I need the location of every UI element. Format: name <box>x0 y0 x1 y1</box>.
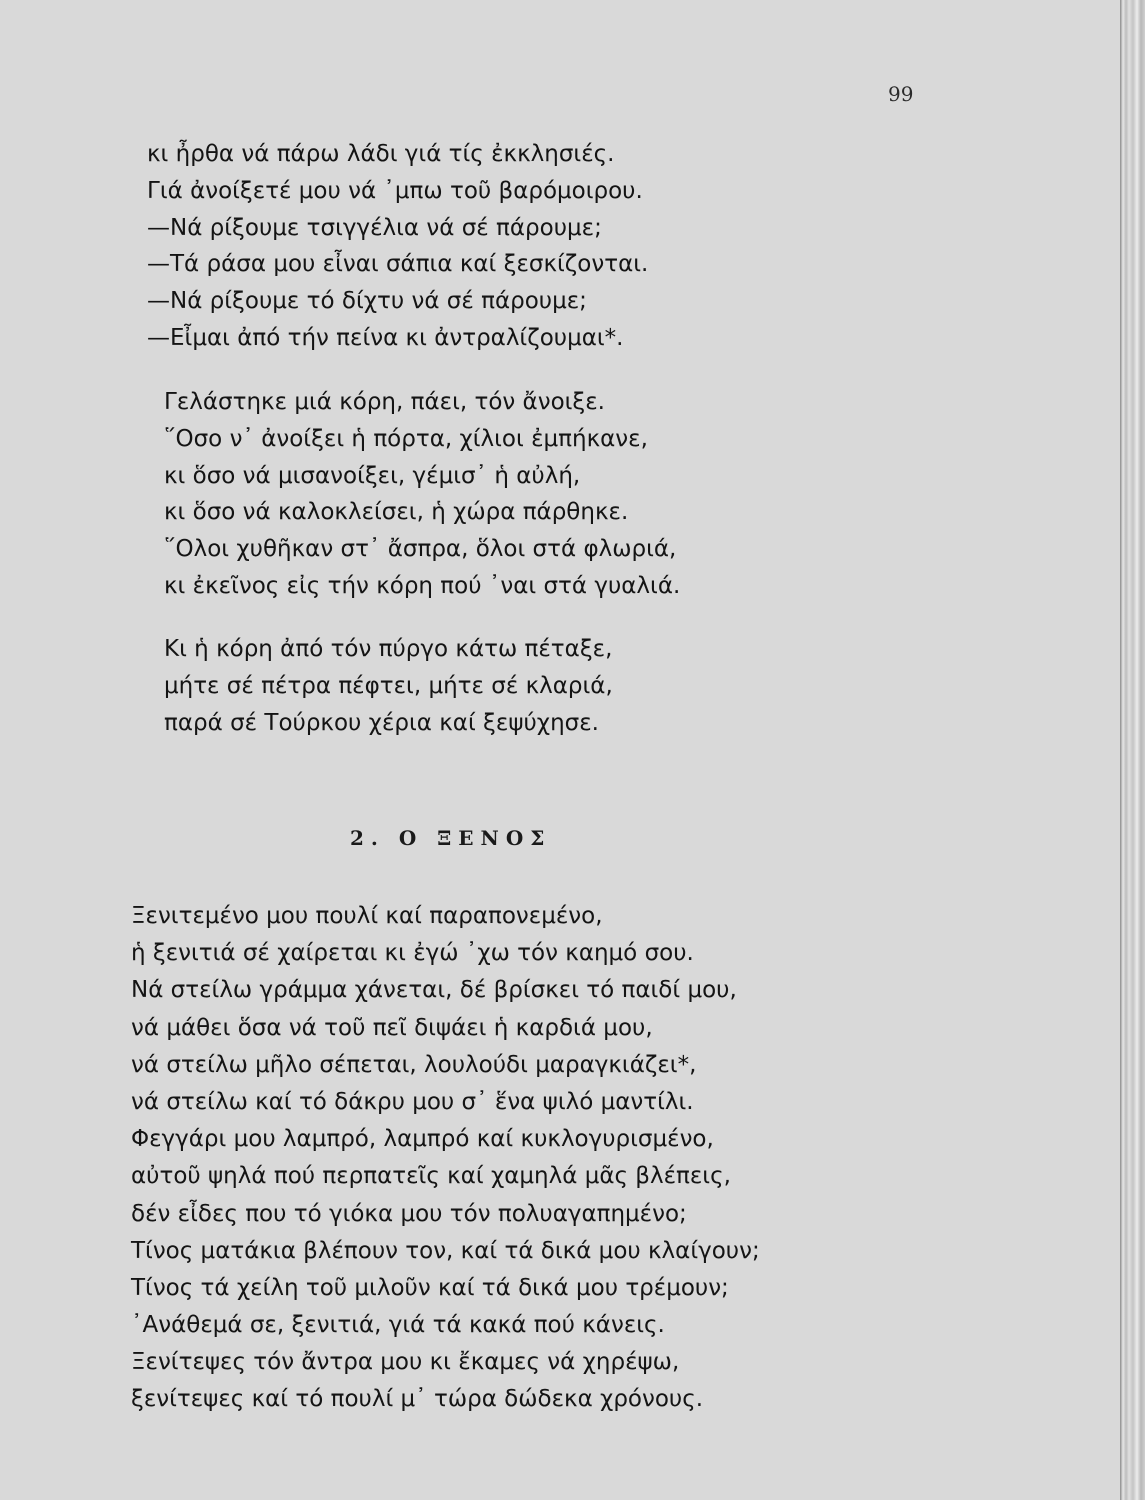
verse-line: νά στείλω μῆλο σέπεται, λουλούδι μαραγκιάζει*, <box>131 1051 697 1078</box>
verse-line: —Εἶμαι ἀπό τήν πείνα κι ἀντραλίζουμαι*. <box>147 324 624 351</box>
verse-line: Ξενιτεμένο μου πουλί καί παραπονεμένο, <box>131 903 603 929</box>
verse-line: Γελάστηκε μιά κόρη, πάει, τόν ἄνοιξε. <box>164 389 605 415</box>
verse-line: Τίνος τά χείλη τοῦ μιλοῦν καί τά δικά μου τρέμουν; <box>131 1274 729 1301</box>
verse-line: νά μάθει ὅσα νά τοῦ πεῖ διψάει ἡ καρδιά μου, <box>131 1014 653 1041</box>
poem-1-stanza-1 <box>147 136 648 357</box>
verse-line: —Νά ρίξουμε τσιγγέλια νά σέ πάρουμε; <box>147 214 602 241</box>
verse-line: ῞Οσο ν᾽ ἀνοίξει ἡ πόρτα, χίλιοι ἐμπήκανε, <box>164 425 648 452</box>
verse-line: Φεγγάρι μου λαμπρό, λαμπρό καί κυκλογυρισμένο, <box>131 1126 714 1153</box>
verse-line: —Νά ρίξουμε τό δίχτυ νά σέ πάρουμε; <box>147 288 587 315</box>
verse-line: Νά στείλω γράμμα χάνεται, δέ βρίσκει τό παιδί μου, <box>131 977 737 1004</box>
verse-line: Γιά ἀνοίξετέ μου νά ᾽μπω τοῦ βαρόμοιρου. <box>147 177 643 204</box>
verse-line: κι ὅσο νά μισανοίξει, γέμισ᾽ ἡ αὐλή, <box>164 462 581 489</box>
verse-line: ῞Ολοι χυθῆκαν στ᾽ ἄσπρα, ὅλοι στά φλωριά, <box>164 536 677 563</box>
verse-line: δέν εἶδες που τό γιόκα μου τόν πολυαγαπημένο; <box>131 1200 687 1227</box>
verse-line: ἡ ξενιτιά σέ χαίρεται κι ἐγώ ᾽χω τόν καημό σου. <box>131 940 694 967</box>
verse-line: Τίνος ματάκια βλέπουν τον, καί τά δικά μου κλαίγουν; <box>131 1237 760 1264</box>
poem-1-stanza-3 <box>164 631 613 741</box>
verse-line: αὐτοῦ ψηλά πού περπατεῖς καί χαμηλά μᾶς βλέπεις, <box>131 1163 731 1190</box>
verse-line: νά στείλω καί τό δάκρυ μου σ᾽ ἕνα ψιλό μαντίλι. <box>131 1088 694 1115</box>
verse-line: —Τά ράσα μου εἶναι σάπια καί ξεσκίζονται. <box>147 251 649 278</box>
verse-line: κι ἐκεῖνος εἰς τήν κόρη πού ᾽ναι στά γυαλιά. <box>164 572 681 599</box>
page-edge-stack <box>1120 0 1145 1500</box>
verse-line: ξενίτεψες καί τό πουλί μ᾽ τώρα δώδεκα χρόνους. <box>131 1386 704 1413</box>
poem-2-heading: 2. Ο ΞΕΝΟΣ <box>350 826 552 850</box>
verse-line: παρά σέ Τούρκου χέρια καί ξεψύχησε. <box>164 709 599 736</box>
verse-line: κι ἦρθα νά πάρω λάδι γιά τίς ἐκκλησιές. <box>147 141 615 167</box>
verse-line: ᾽Ανάθεμά σε, ξενιτιά, γιά τά κακά πού κάνεις. <box>131 1312 665 1339</box>
verse-line: Κι ἡ κόρη ἀπό τόν πύργο κάτω πέταξε, <box>164 636 613 662</box>
poem-1-stanza-2 <box>164 384 680 605</box>
poem-2-body <box>131 898 760 1419</box>
verse-line: μήτε σέ πέτρα πέφτει, μήτε σέ κλαριά, <box>164 672 613 699</box>
verse-line: κι ὅσο νά καλοκλείσει, ἡ χώρα πάρθηκε. <box>164 499 629 526</box>
verse-line: Ξενίτεψες τόν ἄντρα μου κι ἔκαμες νά χηρέψω, <box>131 1349 680 1376</box>
page-number: 99 <box>888 82 914 106</box>
